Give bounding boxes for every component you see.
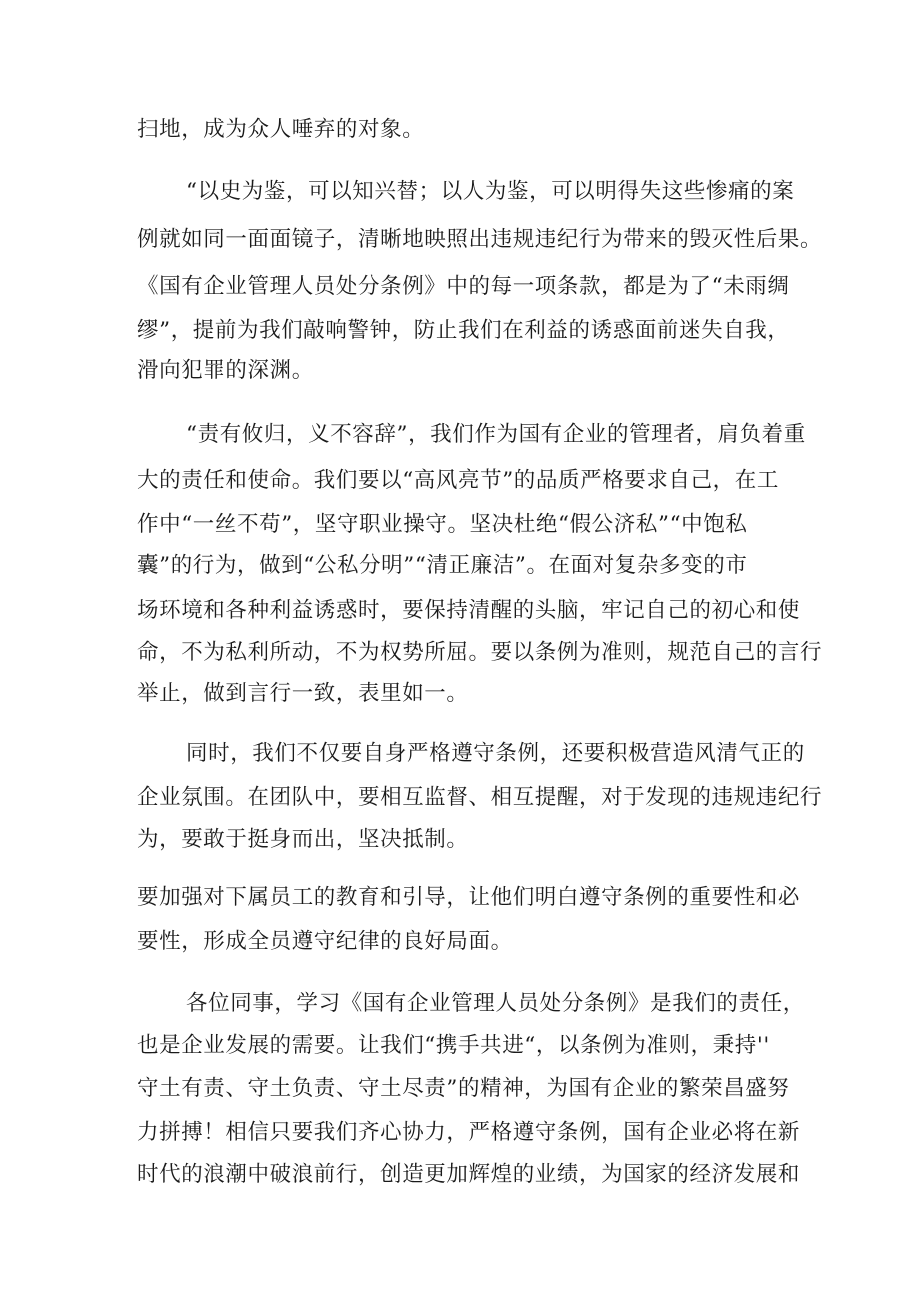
text-line-7: “责有攸归，义不容辞”，我们作为国有企业的管理者，肩负着重 bbox=[186, 422, 806, 447]
text-line-18: 要性，形成全员遵守纪律的良好局面。 bbox=[137, 929, 513, 954]
text-line-12: 命，不为私利所动，不为权势所屈。要以条例为准则，规范自己的言行 bbox=[137, 640, 823, 665]
text-line-16: 为，要敢于挺身而出，坚决抵制。 bbox=[137, 827, 469, 852]
text-line-15: 企业氛围。在团队中，要相互监督、相互提醒，对于发现的违规违纪行 bbox=[137, 785, 823, 810]
text-line-17: 要加强对下属员工的教育和引导，让他们明白遵守条例的重要性和必 bbox=[137, 885, 801, 910]
text-line-20: 也是企业发展的需要。让我们“携手共进“，以条例为准则，秉持'' bbox=[137, 1033, 770, 1058]
text-line-4: 《国有企业管理人员处分条例》中的每一项条款，都是为了“未雨绸 bbox=[137, 274, 790, 299]
text-line-6: 滑向犯罪的深渊。 bbox=[137, 358, 314, 383]
text-line-8: 大的责任和使命。我们要以“高风亮节”的品质严格要求自己，在工 bbox=[137, 468, 779, 493]
text-line-22: 力拼搏！相信只要我们齐心协力，严格遵守条例，国有企业必将在新 bbox=[137, 1120, 801, 1145]
text-line-9: 作中“一丝不苟”，坚守职业操守。坚决杜绝“假公济私”“中饱私 bbox=[137, 512, 748, 537]
text-line-21: 守土有责、守土负责、守土尽责”的精神，为国有企业的繁荣昌盛努 bbox=[137, 1076, 790, 1101]
text-line-1: 扫地，成为众人唾弃的对象。 bbox=[137, 117, 425, 142]
text-line-14: 同时，我们不仅要自身严格遵守条例，还要积极营造风清气正的 bbox=[186, 741, 805, 766]
text-line-3: 例就如同一面面镜子，清晰地映照出违规违纪行为带来的毁灭性后果。 bbox=[137, 227, 823, 252]
text-line-19: 各位同事，学习《国有企业管理人员处分条例》是我们的责任， bbox=[186, 991, 805, 1016]
text-line-23: 时代的浪潮中破浪前行，创造更加辉煌的业绩，为国家的经济发展和 bbox=[137, 1162, 801, 1187]
text-line-10: 囊”的行为，做到“公私分明”“清正廉洁”。在面对复杂多变的市 bbox=[137, 553, 748, 578]
text-line-11: 场环境和各种利益诱惑时，要保持清醒的头脑，牢记自己的初心和使 bbox=[137, 598, 801, 623]
text-line-2: “以史为鉴，可以知兴替；以人为鉴，可以明得失这些惨痛的案 bbox=[186, 179, 795, 204]
text-line-13: 举止，做到言行一致，表里如一。 bbox=[137, 681, 469, 706]
text-line-5: 缪”，提前为我们敲响警钟，防止我们在利益的诱惑面前迷失自我， bbox=[137, 318, 790, 343]
